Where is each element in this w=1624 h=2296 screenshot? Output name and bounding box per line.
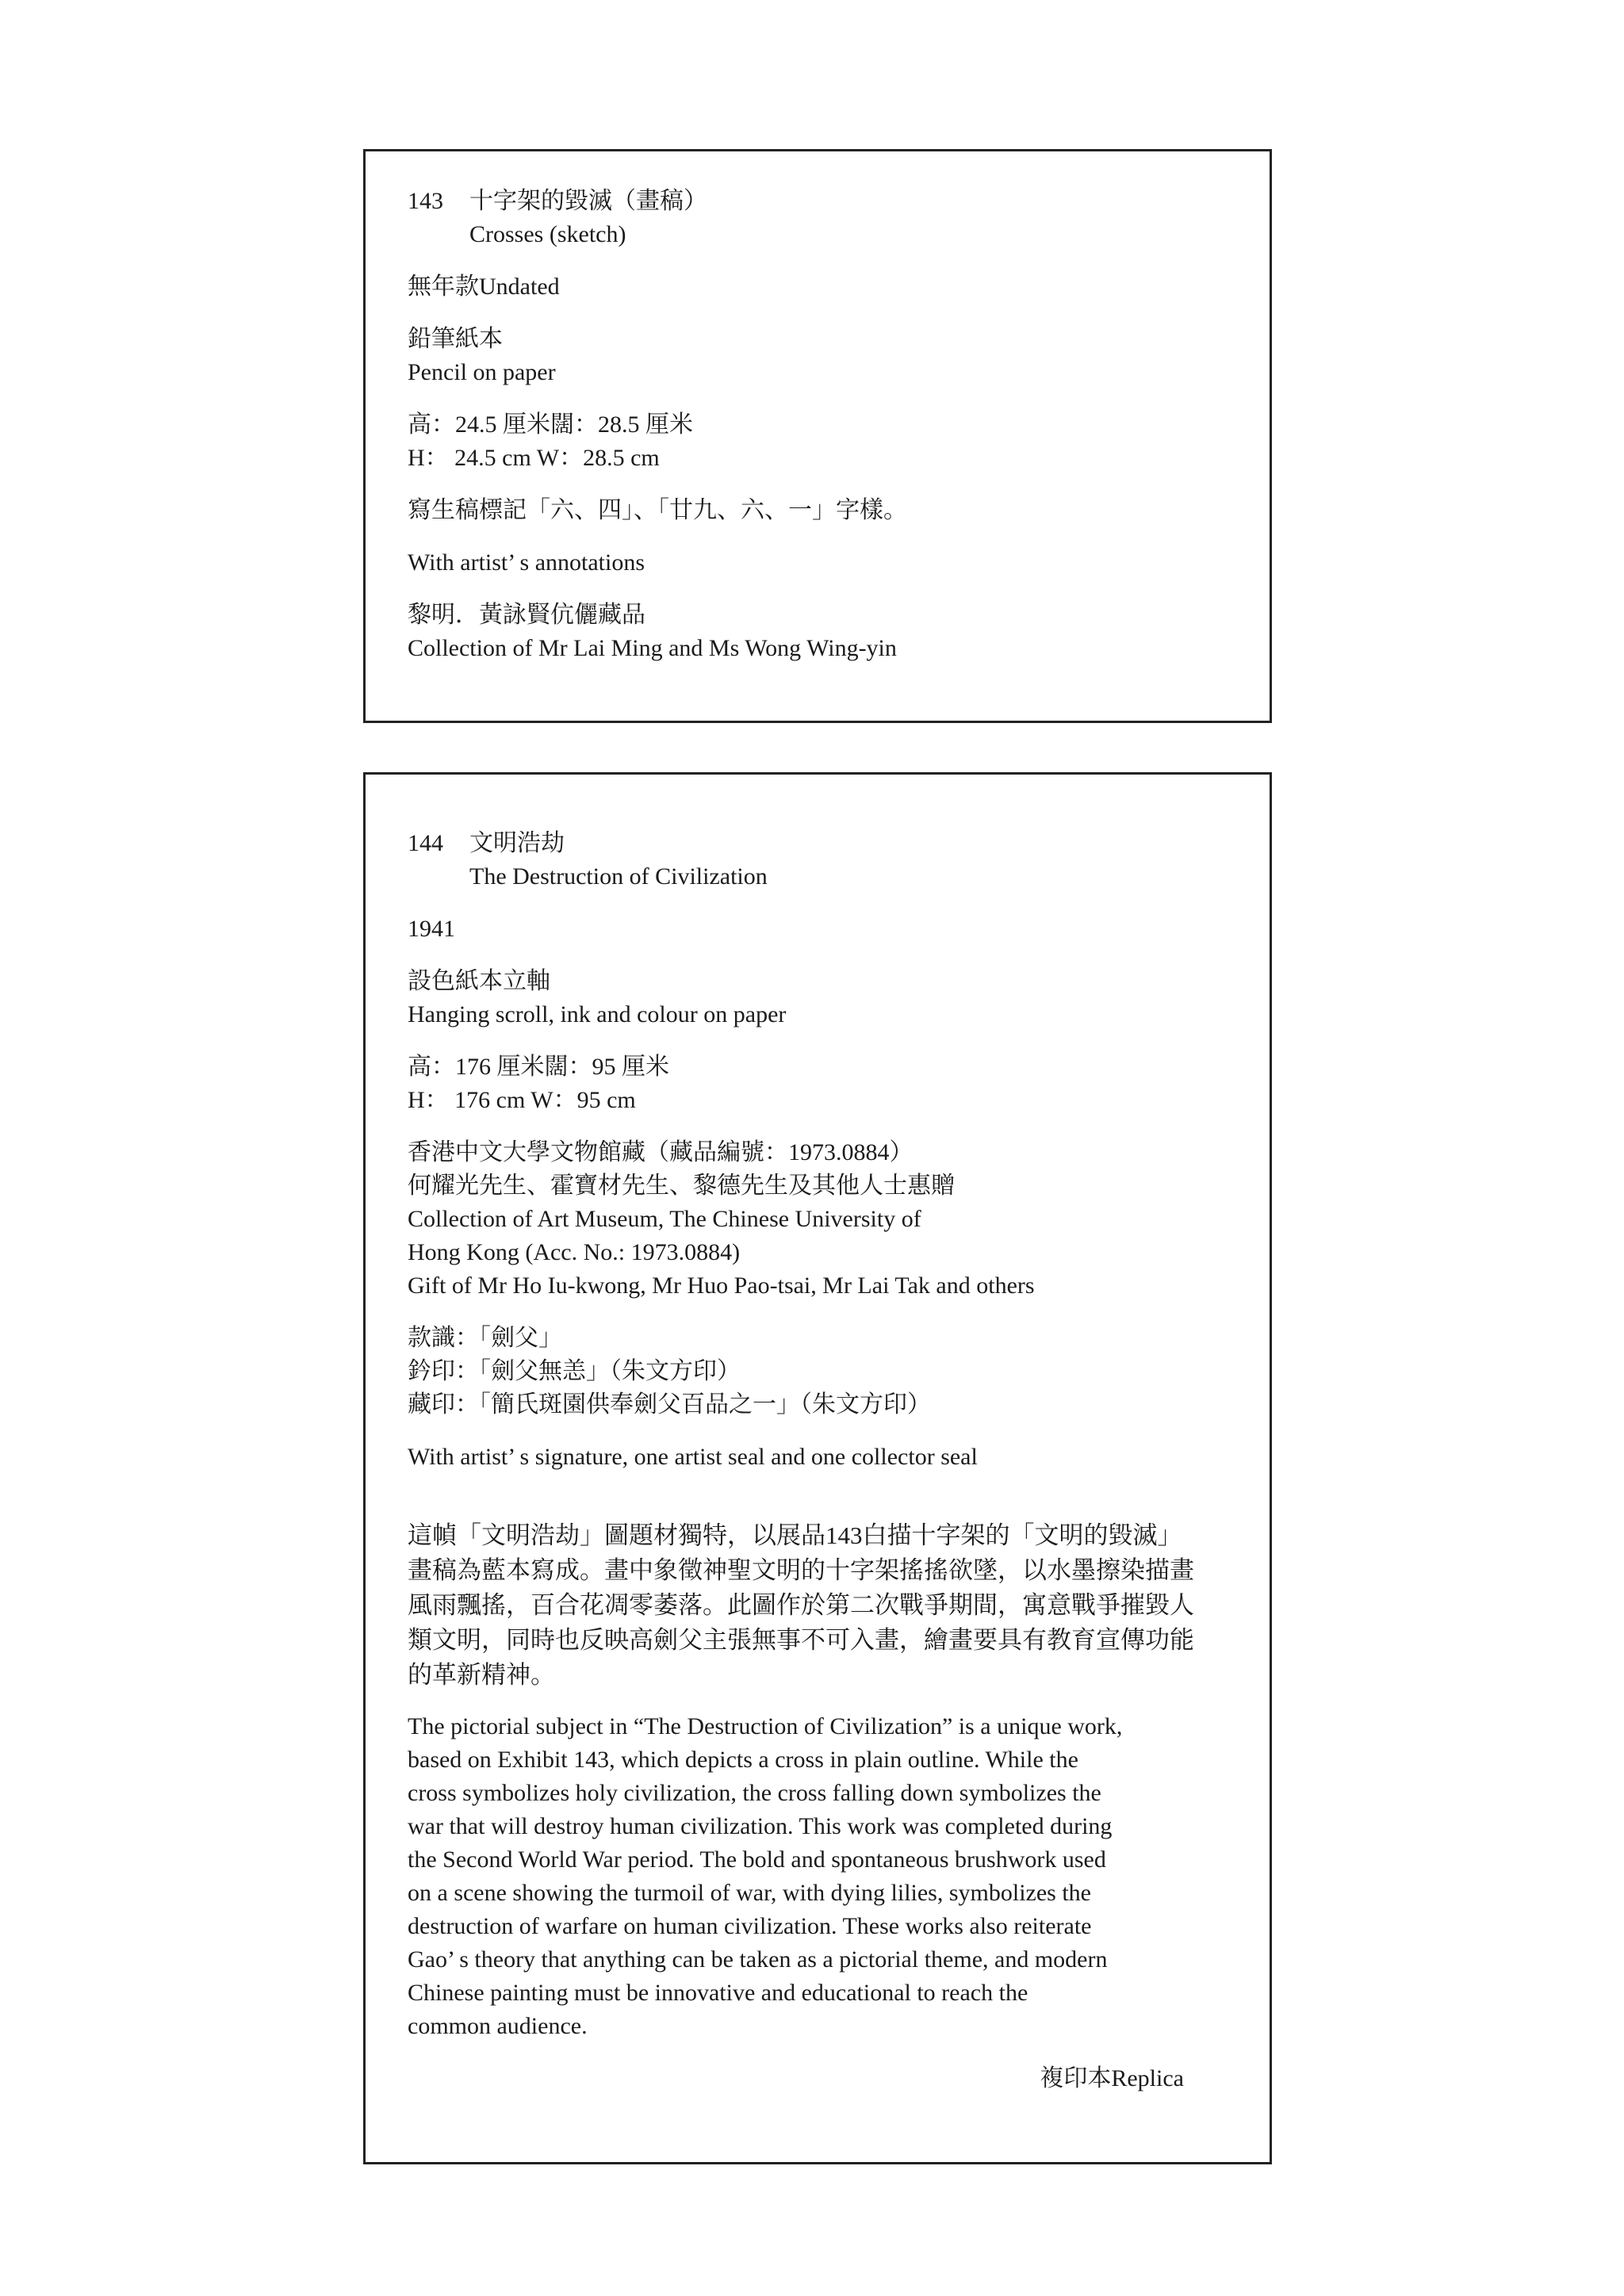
seal-line: 鈐印：「劍父無恙」（朱文方印）: [408, 1358, 741, 1384]
essay-line: 類文明，同時也反映高劍父主張無事不可入畫，繪畫要具有教育宣傳功能: [408, 1626, 1194, 1654]
medium-english: Hanging scroll, ink and colour on paper: [408, 1001, 787, 1027]
essay-line: cross symbolizes holy civilization, the cross falling down symbolizes the: [408, 1780, 1101, 1806]
essay-english: [408, 1710, 1153, 2043]
replica-label: 複印本Replica: [1040, 2065, 1184, 2091]
essay-line: destruction of warfare on human civilization. These works also reiterate: [408, 1913, 1092, 1939]
essay-line: 畫稿為藍本寫成。畫中象徵神聖文明的十字架搖搖欲墜，以水墨擦染描畫: [408, 1556, 1194, 1584]
essay-line: 風雨飄搖，百合花凋零萎落。此圖作於第二次戰爭期間，寓意戰爭摧毀人: [408, 1591, 1194, 1619]
dimensions: [408, 408, 1238, 475]
entry-number: 144: [408, 830, 443, 856]
essay-line: the Second World War period. The bold and spontaneous brushwork used: [408, 1846, 1106, 1873]
title-chinese: 文明浩劫: [469, 830, 565, 856]
essay-line: 的革新精神。: [408, 1661, 555, 1689]
essay-line: based on Exhibit 143, which depicts a cross in plain outline. While the: [408, 1747, 1078, 1773]
essay-line: common audience.: [408, 2013, 588, 2039]
date: 1941: [408, 916, 455, 942]
title-chinese: 十字架的毀滅（畫稿）: [469, 188, 707, 214]
collection-line: 何耀光先生、霍寶材先生、黎德先生及其他人士惠贈: [408, 1173, 955, 1199]
catalogue-entry-143: [363, 149, 1272, 723]
essay-chinese: [408, 1518, 1240, 1693]
inscription-chinese: 寫生稿標記「六、四」、「廿九、六、一」字樣。: [408, 497, 907, 523]
essay-line: war that will destroy human civilization. This work was completed during: [408, 1813, 1113, 1839]
medium-english: Pencil on paper: [408, 359, 556, 385]
dimensions-english: H： 176 cm W：95 cm: [408, 1087, 636, 1113]
collection-line: 香港中文大學文物館藏（藏品編號：1973.0884）: [408, 1139, 914, 1165]
medium: [408, 323, 1238, 389]
entry-title-row: [408, 185, 1238, 218]
title-english-row: [469, 218, 1238, 251]
collection-english: Collection of Mr Lai Ming and Ms Wong Wing-yin: [408, 635, 897, 661]
essay-line: Gao’ s theory that anything can be taken as a pictorial theme, and modern: [408, 1946, 1108, 1973]
essay-line: on a scene showing the turmoil of war, with dying lilies, symbolizes the: [408, 1880, 1091, 1906]
dimensions-english: H： 24.5 cm W：28.5 cm: [408, 445, 660, 471]
medium: [408, 965, 1238, 1031]
medium-chinese: 設色紙本立軸: [408, 968, 550, 994]
dimensions-chinese: 高：24.5 厘米闊：28.5 厘米: [408, 411, 693, 438]
date: 無年款Undated: [408, 274, 560, 300]
essay-line: The pictorial subject in “The Destruction of Civilization” is a unique work,: [408, 1713, 1123, 1739]
seal-line: 款識：「劍父」: [408, 1325, 562, 1351]
collection: [408, 599, 1238, 665]
entry-number: 143: [408, 188, 443, 214]
essay-line: 這幀「文明浩劫」圖題材獨特，以展品143白描十字架的「文明的毀滅」: [408, 1521, 1182, 1549]
dimensions: [408, 1050, 1238, 1117]
essay-line: Chinese painting must be innovative and educational to reach the: [408, 1980, 1028, 2006]
entry-title-row: [408, 827, 1238, 860]
catalogue-entry-144: [363, 772, 1272, 2164]
title-english: The Destruction of Civilization: [469, 863, 768, 890]
medium-chinese: 鉛筆紙本: [408, 326, 503, 352]
dimensions-chinese: 高：176 厘米闊：95 厘米: [408, 1054, 669, 1080]
inscription-english: With artist’ s annotations: [408, 549, 645, 576]
collection-line: Hong Kong (Acc. No.: 1973.0884): [408, 1239, 741, 1265]
collection-line: Collection of Art Museum, The Chinese University of: [408, 1206, 921, 1232]
seal-line: 藏印：「簡氏斑園供奉劍父百品之一」（朱文方印）: [408, 1391, 931, 1418]
collection-line: Gift of Mr Ho Iu-kwong, Mr Huo Pao-tsai, Mr Lai Tak and others: [408, 1272, 1035, 1299]
title-english: Crosses: [469, 221, 544, 247]
collection: [408, 1136, 1238, 1303]
title-english-suffix: (sketch): [543, 221, 626, 247]
seals-english: With artist’ s signature, one artist seal and one collector seal: [408, 1444, 978, 1470]
collection-chinese: 黎明．黃詠賢伉儷藏品: [408, 602, 645, 628]
seals: [408, 1322, 1238, 1422]
